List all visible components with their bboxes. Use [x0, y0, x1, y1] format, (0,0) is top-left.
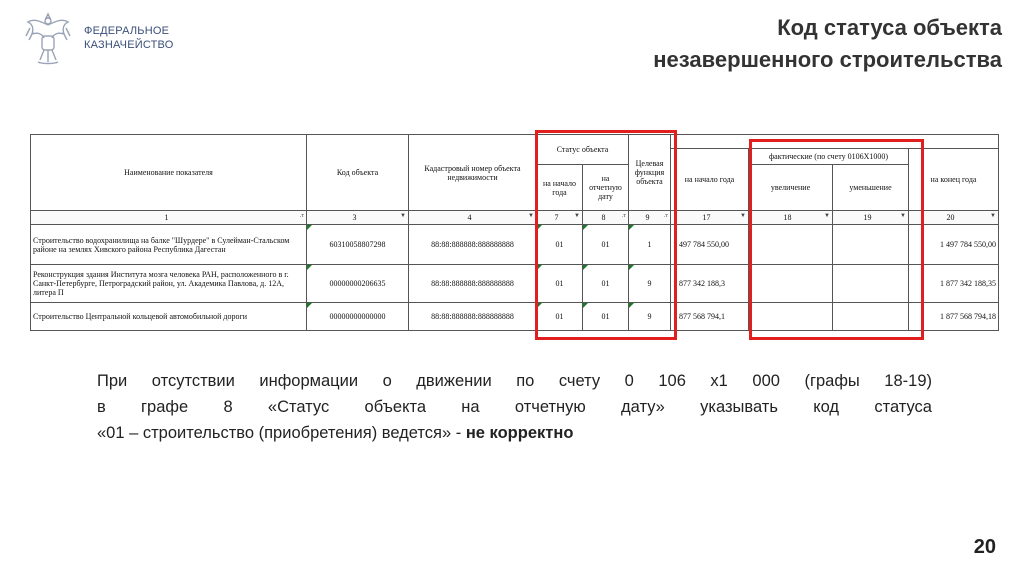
highlight-movement-columns [749, 139, 924, 340]
cell-name[interactable]: Строительство Центральной кольцевой автомобильной дороги [31, 303, 307, 331]
explanation-line-3-text: «01 – строительство (приобретения) ведется» - [97, 424, 466, 442]
cell-status-report[interactable]: 01 [583, 265, 629, 303]
page-number: 20 [973, 536, 996, 558]
header-status-start: на начало года [537, 165, 583, 211]
title-line-1: Код статуса объекта [777, 15, 1002, 40]
cell-target[interactable]: 9 [629, 265, 671, 303]
org-line-2: КАЗНАЧЕЙСТВО [84, 39, 174, 51]
header-end-year: на конец года [909, 149, 999, 211]
colnum-cell[interactable]: 9 .т [629, 211, 671, 225]
cell-end-year[interactable]: 1 877 342 188,35 [909, 265, 999, 303]
colnum-cell[interactable]: 20 ▼ [909, 211, 999, 225]
cell-start-year[interactable]: 1 497 784 550,00 [671, 225, 749, 265]
header-name: Наименование показателя [31, 135, 307, 211]
filter-dropdown-icon[interactable]: ▼ [574, 213, 580, 219]
colnum-cell[interactable]: 7 ▼ [537, 211, 583, 225]
cell-name[interactable]: Строительство водохранилища на балке "Шурдере" в Сулейман-Стальском районе на землях Хивского района Республика Дагестан [31, 225, 307, 265]
cell-target[interactable]: 9 [629, 303, 671, 331]
cell-status-start[interactable]: 01 [537, 303, 583, 331]
cell-cadastral[interactable]: 88:88:888888:888888888 [409, 225, 537, 265]
cell-status-start[interactable]: 01 [537, 265, 583, 303]
filter-dropdown-icon[interactable]: ▼ [400, 213, 406, 219]
filter-dropdown-icon[interactable]: ▼ [900, 213, 906, 219]
cell-name[interactable]: Реконструкция здания Института мозга человека РАН, расположенного в г. Санкт-Петербурге, Петроградский район, ул. Академика Павлова, д. 12А, литера П [31, 265, 307, 303]
cell-code[interactable]: 60310058807298 [307, 225, 409, 265]
cell-code[interactable]: 00000000206635 [307, 265, 409, 303]
slide-title [653, 12, 1002, 76]
explanation-line-3 [97, 420, 932, 446]
header-start-year: на начало года [671, 149, 749, 211]
explanation-line-1: При отсутствии информации о движении по счету 0 106 х1 000 (графы 18-19) [97, 372, 932, 390]
filter-dropdown-icon[interactable]: ▼ [990, 213, 996, 219]
filter-dropdown-icon[interactable]: .т [621, 213, 626, 219]
cell-start-year[interactable]: 1 877 568 794,1 [671, 303, 749, 331]
colnum-cell[interactable]: 3 ▼ [307, 211, 409, 225]
colnum-cell[interactable]: 17 ▼ [671, 211, 749, 225]
treasury-emblem-icon [24, 8, 72, 68]
cell-target[interactable]: 1 [629, 225, 671, 265]
colnum-cell[interactable]: 18 ▼ [749, 211, 833, 225]
cell-cadastral[interactable]: 88:88:888888:888888888 [409, 303, 537, 331]
filter-dropdown-icon[interactable]: ▼ [528, 213, 534, 219]
cell-end-year[interactable]: 1 877 568 794,18 [909, 303, 999, 331]
header-decrease: уменьшение [833, 165, 909, 211]
filter-dropdown-icon[interactable]: ▼ [824, 213, 830, 219]
cell-start-year[interactable]: 1 877 342 188,3 [671, 265, 749, 303]
header-status-report: на отчетную дату [583, 165, 629, 211]
header-target: Целевая функция объекта [629, 135, 671, 211]
colnum-cell[interactable]: 8 .т [583, 211, 629, 225]
colnum-cell[interactable]: 1 .т [31, 211, 307, 225]
header-status: Статус объекта [537, 135, 629, 165]
colnum-cell[interactable]: 4 ▼ [409, 211, 537, 225]
header-cadastral: Кадастровый номер объекта недвижимости [409, 135, 537, 211]
cell-status-report[interactable]: 01 [583, 225, 629, 265]
title-line-2: незавершенного строительства [653, 47, 1002, 72]
header-increase: увеличение [749, 165, 833, 211]
highlight-status-columns [535, 130, 677, 340]
cell-status-start[interactable]: 01 [537, 225, 583, 265]
org-line-1: ФЕДЕРАЛЬНОЕ [84, 25, 170, 37]
cell-status-report[interactable]: 01 [583, 303, 629, 331]
explanation-text [97, 368, 932, 446]
colnum-cell[interactable]: 19 ▼ [833, 211, 909, 225]
cell-cadastral[interactable]: 88:88:888888:888888888 [409, 265, 537, 303]
explanation-verdict: не корректно [465, 424, 574, 442]
cell-code[interactable]: 00000000000000 [307, 303, 409, 331]
header-code: Код объекта [307, 135, 409, 211]
header-actual: фактические (по счету 0106Х1000) [749, 149, 909, 165]
organization-name [84, 24, 174, 52]
filter-dropdown-icon[interactable]: ▼ [740, 213, 746, 219]
filter-dropdown-icon[interactable]: .т [299, 213, 304, 219]
explanation-line-2: в графе 8 «Статус объекта на отчетную дату» указывать код статуса [97, 398, 932, 416]
cell-end-year[interactable]: 1 497 784 550,00 [909, 225, 999, 265]
filter-dropdown-icon[interactable]: .т [663, 213, 668, 219]
